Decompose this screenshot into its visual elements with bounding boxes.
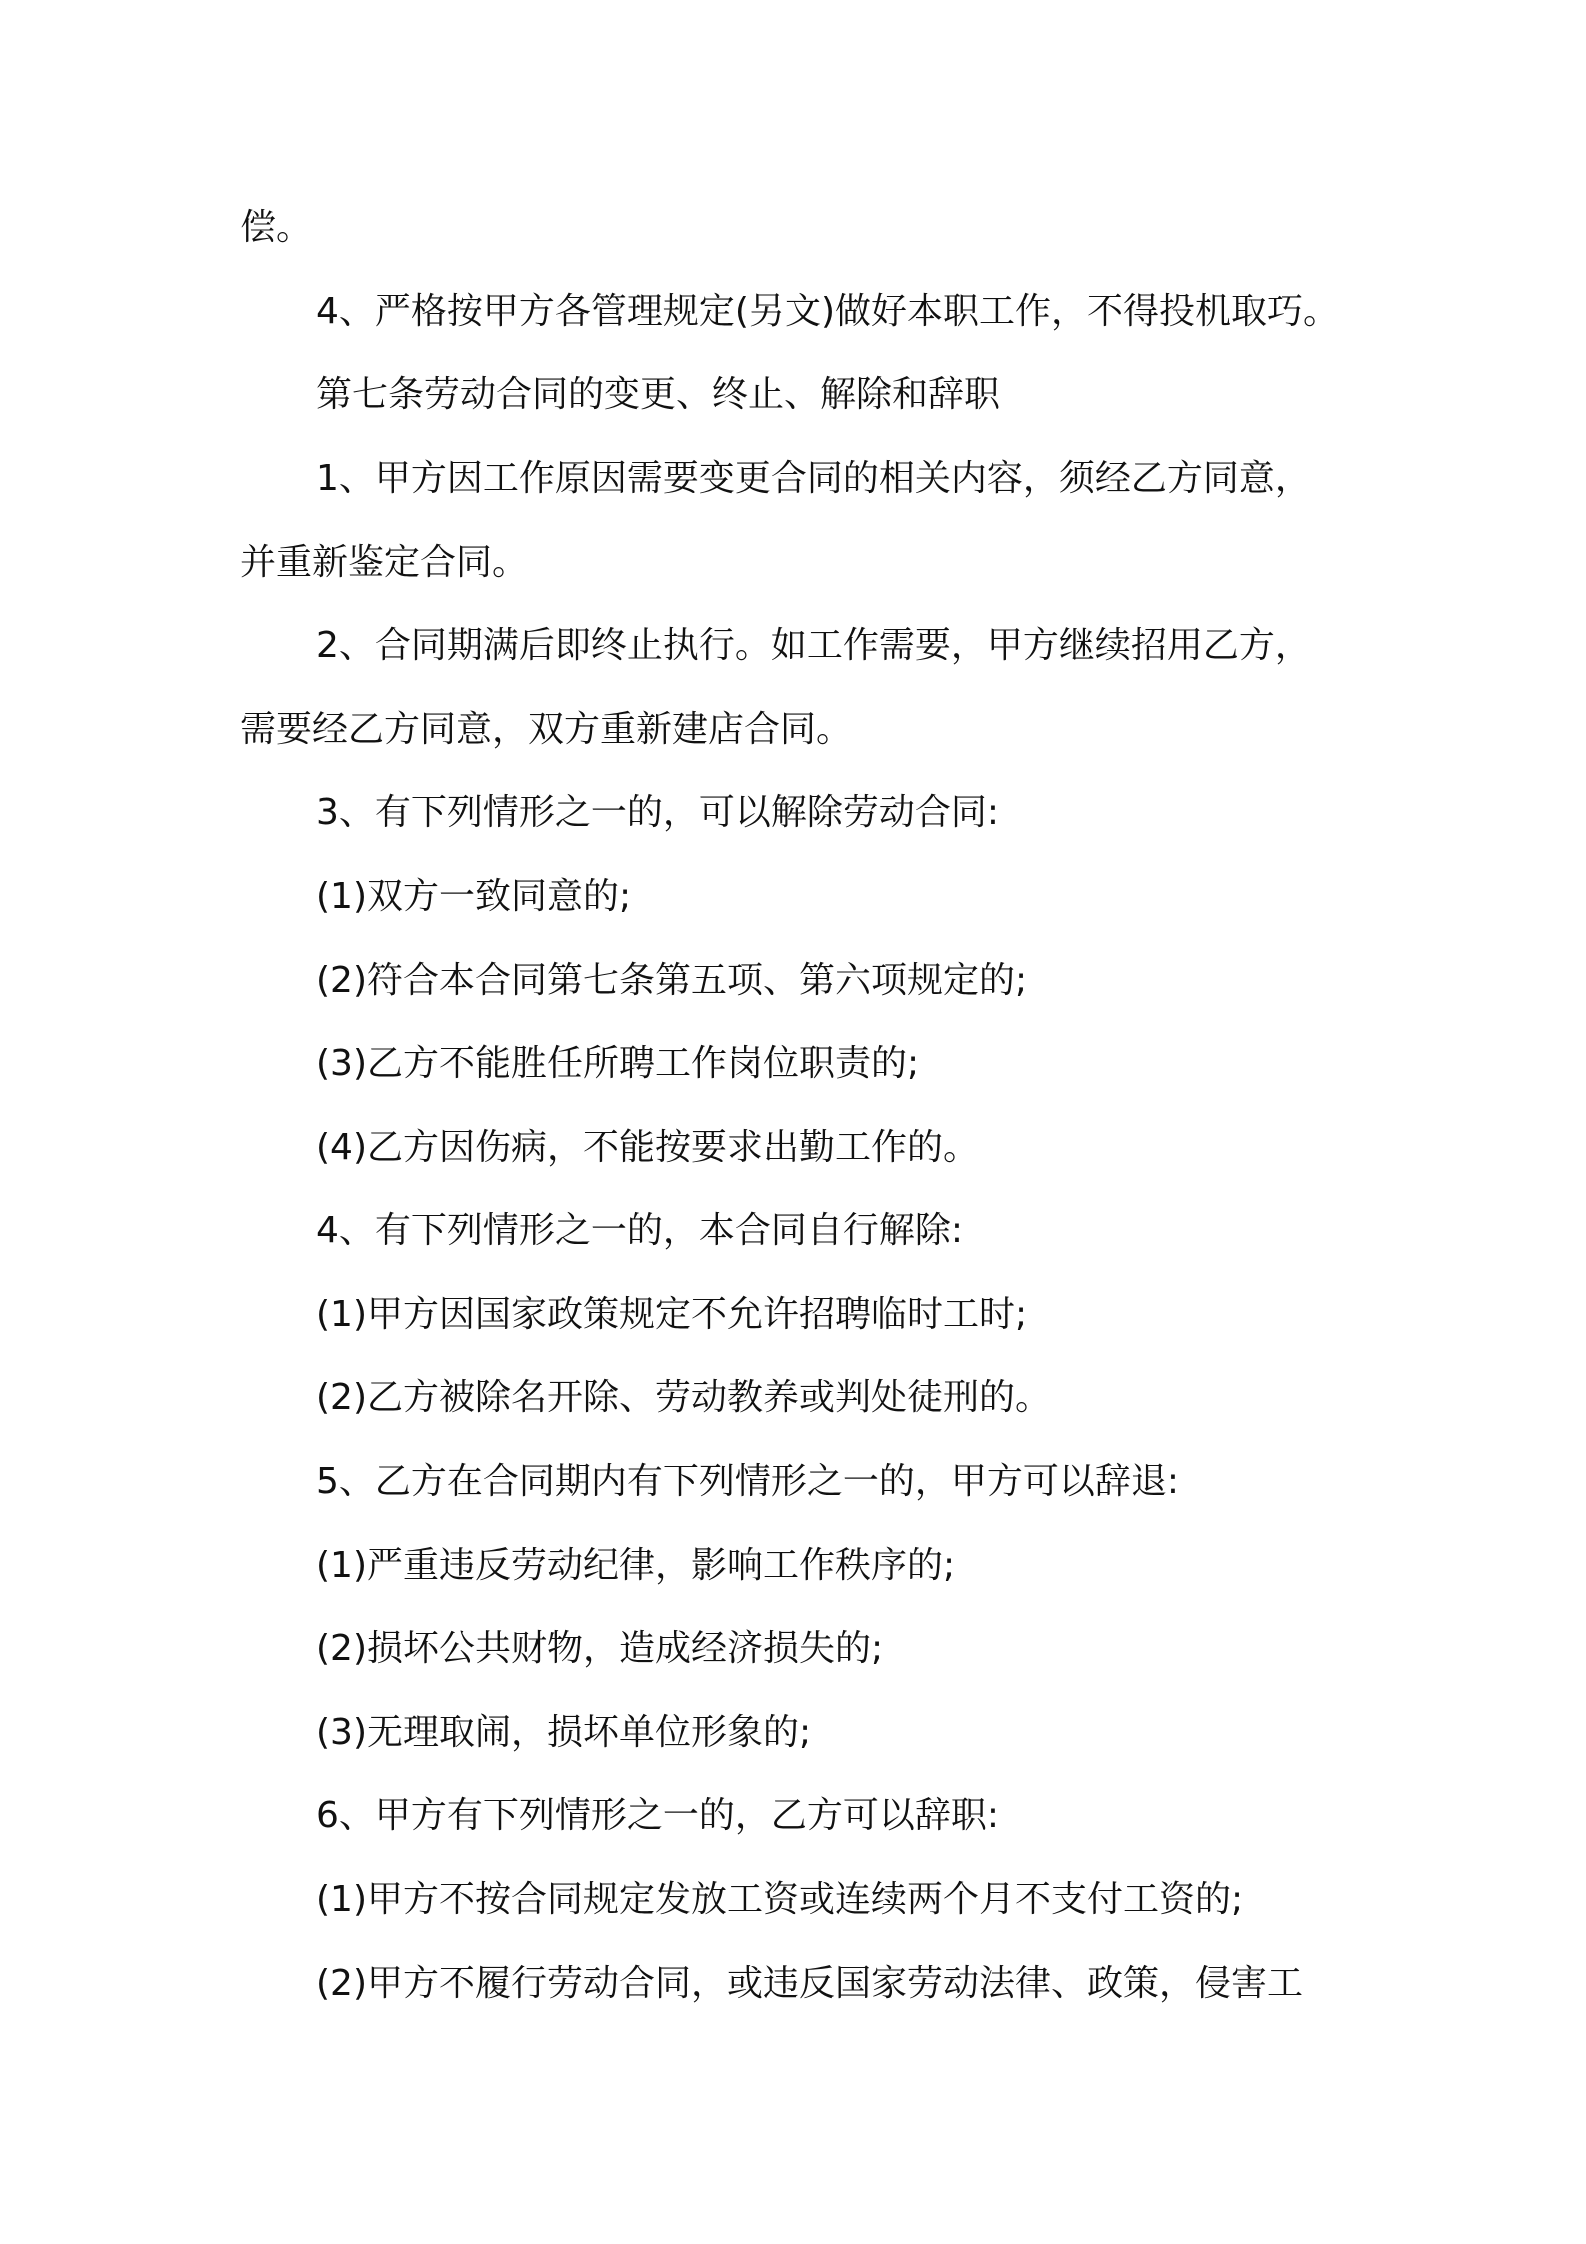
paragraph-line: 偿。 <box>240 207 313 248</box>
list-item: (4)乙方因伤病，不能按要求出勤工作的。 <box>316 1127 979 1168</box>
list-item: (1)甲方不按合同规定发放工资或连续两个月不支付工资的; <box>316 1879 1244 1920</box>
paragraph-line: 4、有下列情形之一的，本合同自行解除: <box>316 1210 964 1251</box>
paragraph-line: 需要经乙方同意，双方重新建店合同。 <box>240 709 853 750</box>
list-item: (3)无理取闹，损坏单位形象的; <box>316 1712 812 1753</box>
list-item: (1)甲方因国家政策规定不允许招聘临时工时; <box>316 1294 1028 1335</box>
list-item: (3)乙方不能胜任所聘工作岗位职责的; <box>316 1043 920 1084</box>
paragraph-line: 4、严格按甲方各管理规定(另文)做好本职工作，不得投机取巧。 <box>316 291 1339 332</box>
list-item: (2)乙方被除名开除、劳动教养或判处徒刑的。 <box>316 1377 1051 1418</box>
paragraph-line: 并重新鉴定合同。 <box>240 542 529 583</box>
paragraph-line: 3、有下列情形之一的，可以解除劳动合同: <box>316 792 1000 833</box>
section-heading: 第七条劳动合同的变更、终止、解除和辞职 <box>316 374 1001 415</box>
paragraph-line: 6、甲方有下列情形之一的，乙方可以辞职: <box>316 1795 1000 1836</box>
list-item: (1)双方一致同意的; <box>316 876 632 917</box>
paragraph-line: 5、乙方在合同期内有下列情形之一的，甲方可以辞退: <box>316 1461 1180 1502</box>
list-item: (1)严重违反劳动纪律，影响工作秩序的; <box>316 1545 956 1586</box>
list-item: (2)符合本合同第七条第五项、第六项规定的; <box>316 960 1028 1001</box>
list-item: (2)甲方不履行劳动合同，或违反国家劳动法律、政策，侵害工 <box>316 1963 1303 2004</box>
paragraph-line: 1、甲方因工作原因需要变更合同的相关内容，须经乙方同意， <box>316 458 1311 499</box>
list-item: (2)损坏公共财物，造成经济损失的; <box>316 1628 884 1669</box>
paragraph-line: 2、合同期满后即终止执行。如工作需要，甲方继续招用乙方， <box>316 625 1311 666</box>
